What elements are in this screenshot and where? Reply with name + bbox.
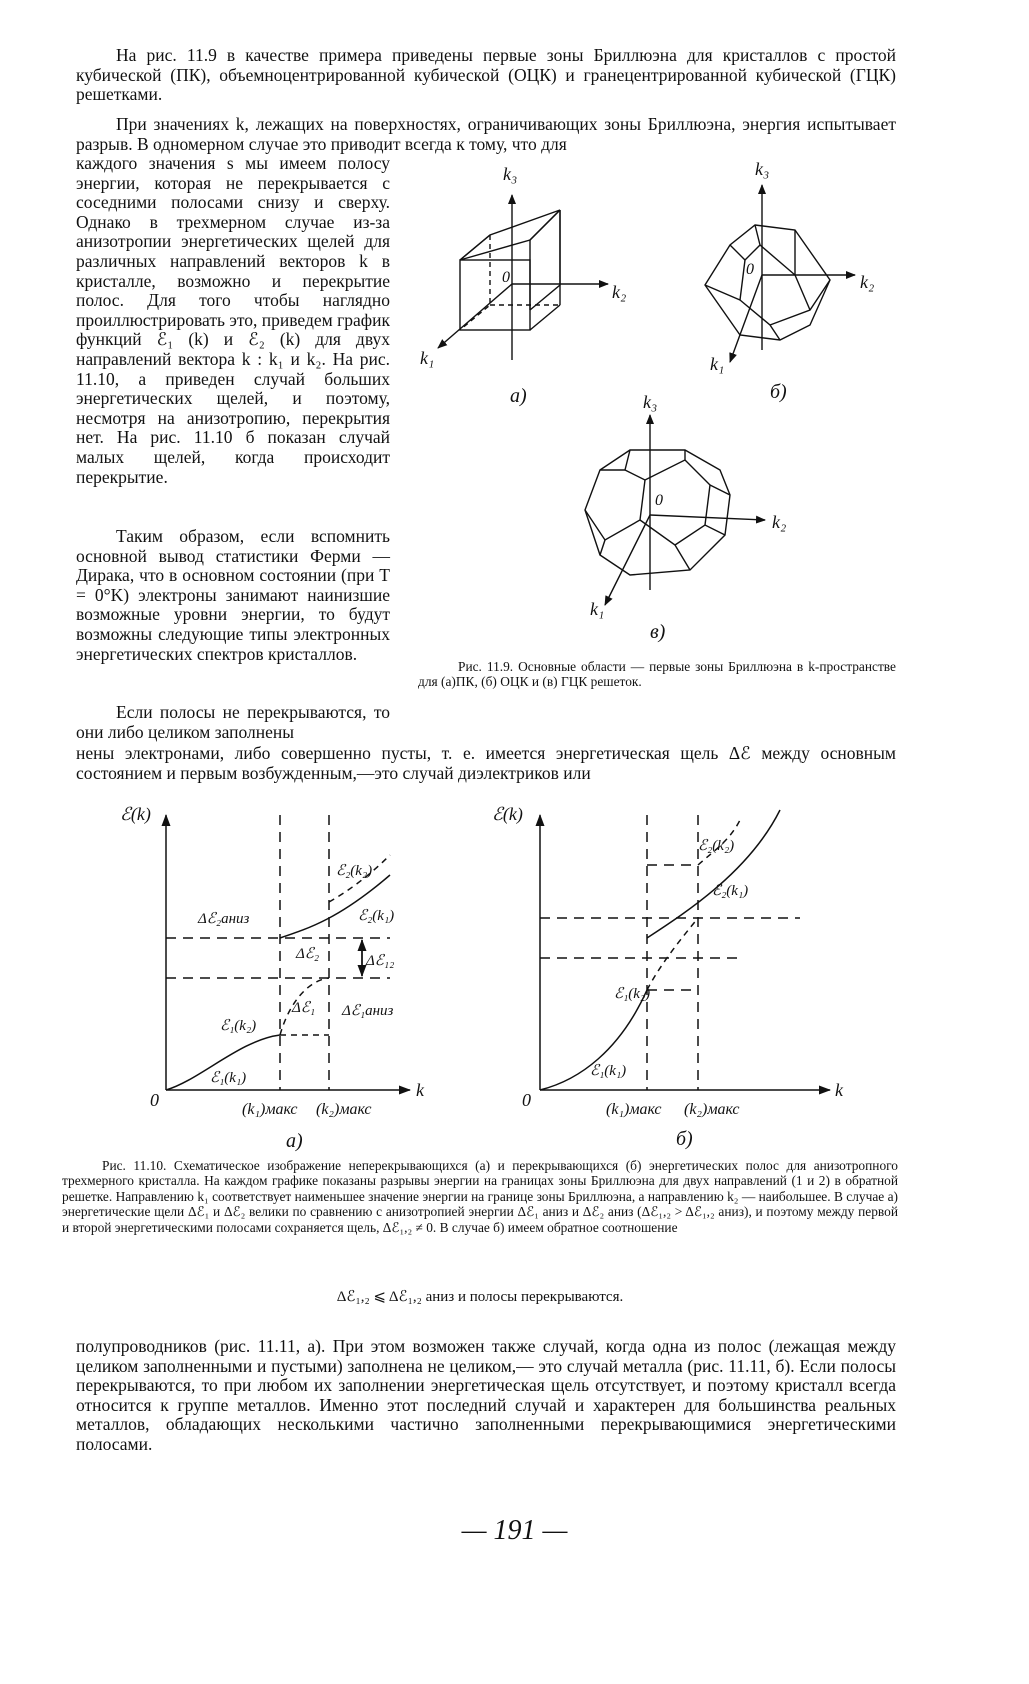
fig9b-k1-label: k₁ — [710, 354, 725, 374]
graph-a-k2max: (k₂)макс — [316, 1101, 372, 1118]
graph-a-de2: Δℰ₂ — [296, 946, 320, 962]
paragraph-column-bands: Если полосы не перекрываются, то они либо целиком заполнены — [76, 702, 390, 742]
graph-b-x-label: k — [835, 1080, 843, 1100]
fig9a-k3-label: k₃ — [503, 164, 518, 184]
fig9a-k2-label: k₂ — [612, 282, 627, 302]
paragraph-semiconductors-metals: полупроводников (рис. 11.11, а). При этом возможен также случай, когда одна из полос (лежащая между целиком заполненными и пустыми) заполнена не целиком,— это случай металла (рис. 11.11, б). Если полосы перекрываются, то при любом их заполнении энергетическая щель отсутствует, и поэтому кристалл всегда относится к группе металлов. Именно этот последний случай и характерен для большинства реальных металлов, обладающих несколькими частично заполненными перекрывающимися энергетическими полосами. — [76, 1336, 896, 1454]
fig9c-label: в) — [650, 621, 666, 643]
graph-a-e1k2: ℰ₁(k₂) — [220, 1018, 257, 1034]
graph-b-e2k1: ℰ₂(k₁) — [712, 883, 749, 899]
fig9b-k3-label: k₃ — [755, 159, 770, 179]
graph-b-e1k2: ℰ₁(k₂) — [614, 986, 651, 1002]
figure-11-9-brillouin-zones — [400, 150, 900, 650]
graph-b-panel-label: б) — [676, 1128, 693, 1150]
graph-a-de1aniz: Δℰ₁аниз — [342, 1003, 394, 1019]
graph-b-e1k1: ℰ₁(k₁) — [590, 1063, 627, 1079]
graph-a-e1k1: ℰ₁(k₁) — [210, 1070, 247, 1086]
graph-a-origin: 0 — [150, 1090, 159, 1110]
graph-a-de2aniz: Δℰ₂аниз — [198, 911, 250, 927]
figure-11-10-caption-formula: Δℰ₁,₂ ⩽ Δℰ₁,₂ аниз и полосы перекрываются. — [336, 1289, 624, 1305]
graph-b-k2max: (k₂)макс — [684, 1101, 740, 1118]
graph-a-e2k2: ℰ₂(k₂) — [336, 863, 373, 879]
fig9c-k2-label: k₂ — [772, 512, 787, 532]
graph-a-panel-label: а) — [286, 1130, 303, 1152]
fig9b-k2-label: k₂ — [860, 272, 875, 292]
graph-a-k1max: (k₁)макс — [242, 1101, 298, 1118]
graph-a-de12: Δℰ₁₂ — [366, 953, 395, 969]
graph-b-k1max: (k₁)макс — [606, 1101, 662, 1118]
graph-a-x-label: k — [416, 1080, 424, 1100]
fig9b-label: б) — [770, 381, 787, 403]
page-number: — 191 — — [461, 1515, 568, 1546]
fig9a-label: а) — [510, 385, 527, 407]
fig9c-k3-label: k₃ — [643, 392, 658, 412]
paragraph-column-anisotropy: каждого значения s мы имеем полосу энергии, которая не перекрывается с соседними полосами снизу и сверху. Однако в трехмерном случае из-за анизотропии энергетических щелей для различных направлений векторов k в кристалле, возможно и перекрытие полос. Для того чтобы наглядно проиллюстрировать это, приведем график функций ℰ₁ (k) и ℰ₂ (k) для двух направлений вектора k : k₁ и k₂. На рис. 11.10, а приведен случай больших энергетических щелей, и поэтому, несмотря на анизотропию, перекрытия нет. На рис. 11.10 б показан случай малых щелей, когда происходит перекрытие. — [76, 153, 390, 487]
paragraph-dielectric: нены электронами, либо совершенно пусты, т. е. имеется энергетическая щель Δℰ между основным состоянием и первым возбужденным,—это случай диэлектриков или — [76, 743, 896, 783]
paragraph-gap-intro: При значениях k, лежащих на поверхностях, ограничивающих зоны Бриллюэна, энергия испытывает разрыв. В одномерном случае это приводит всегда к тому, что для — [76, 114, 896, 154]
figure-11-10-caption: Рис. 11.10. Схематическое изображение неперекрывающихся (а) и перекрывающихся (б) энергетических полос для анизотропного трехмерного кристалла. На каждом графике показаны разрывы энергии на границах зоны Бриллюэна для двух направлений (1 и 2) в обратной решетке. Направлению k₁ соответствует наименьшее значение энергии на границе зоны Бриллюэна, а направлению k₂ — наибольшее. В случае а) энергетические щели Δℰ₁ и Δℰ₂ велики по сравнению с анизотропией энергии Δℰ₁ аниз и Δℰ₂ аниз (Δℰ₁,₂ > Δℰ₁,₂ аниз), и поэтому между первой и второй энергетическими полосами сохраняется щель, Δℰ₁,₂ ≠ 0. В случае б) имеем обратное соотношение — [62, 1158, 898, 1235]
paragraph-intro: На рис. 11.9 в качестве примера приведены первые зоны Бриллюэна для кристаллов с простой кубической (ПК), объемноцентрированной кубической (ОЦК) и гранецентрированной кубической (ГЦК) решетками. — [76, 45, 896, 105]
fig9c-k1-label: k₁ — [590, 599, 605, 619]
graph-a-e2k1: ℰ₂(k₁) — [358, 908, 395, 924]
paragraph-column-fermi: Таким образом, если вспомнить основной вывод статистики Ферми — Дирака, что в основном состоянии (при T = 0°K) электроны занимают наинизшие возможные уровни энергии, то будут возможны следующие типы электронных энергетических спектров кристаллов. — [76, 526, 390, 664]
bcc-zone-diagram — [705, 185, 855, 362]
figure-11-9-caption: Рис. 11.9. Основные области — первые зоны Бриллюэна в k-пространстве для (а)ПК, (б) ОЦК и (в) ГЦК решеток. — [418, 659, 896, 690]
fig9a-k1-label: k₁ — [420, 348, 435, 368]
fig9c-origin: 0 — [655, 492, 663, 509]
graph-a-y-label: ℰ(k) — [120, 804, 151, 824]
graph-b-overlapping — [540, 810, 830, 1090]
fig9a-origin: 0 — [502, 269, 510, 286]
graph-a-de1: Δℰ₁ — [292, 1000, 316, 1016]
graph-b-origin: 0 — [522, 1090, 531, 1110]
fig9b-origin: 0 — [746, 261, 754, 278]
sc-cube-diagram — [438, 195, 608, 360]
graph-b-y-label: ℰ(k) — [492, 804, 523, 824]
fcc-zone-diagram — [585, 415, 765, 605]
graph-b-e2k2: ℰ₂(k₂) — [698, 838, 735, 854]
figure-11-10-energy-bands — [100, 790, 920, 1160]
